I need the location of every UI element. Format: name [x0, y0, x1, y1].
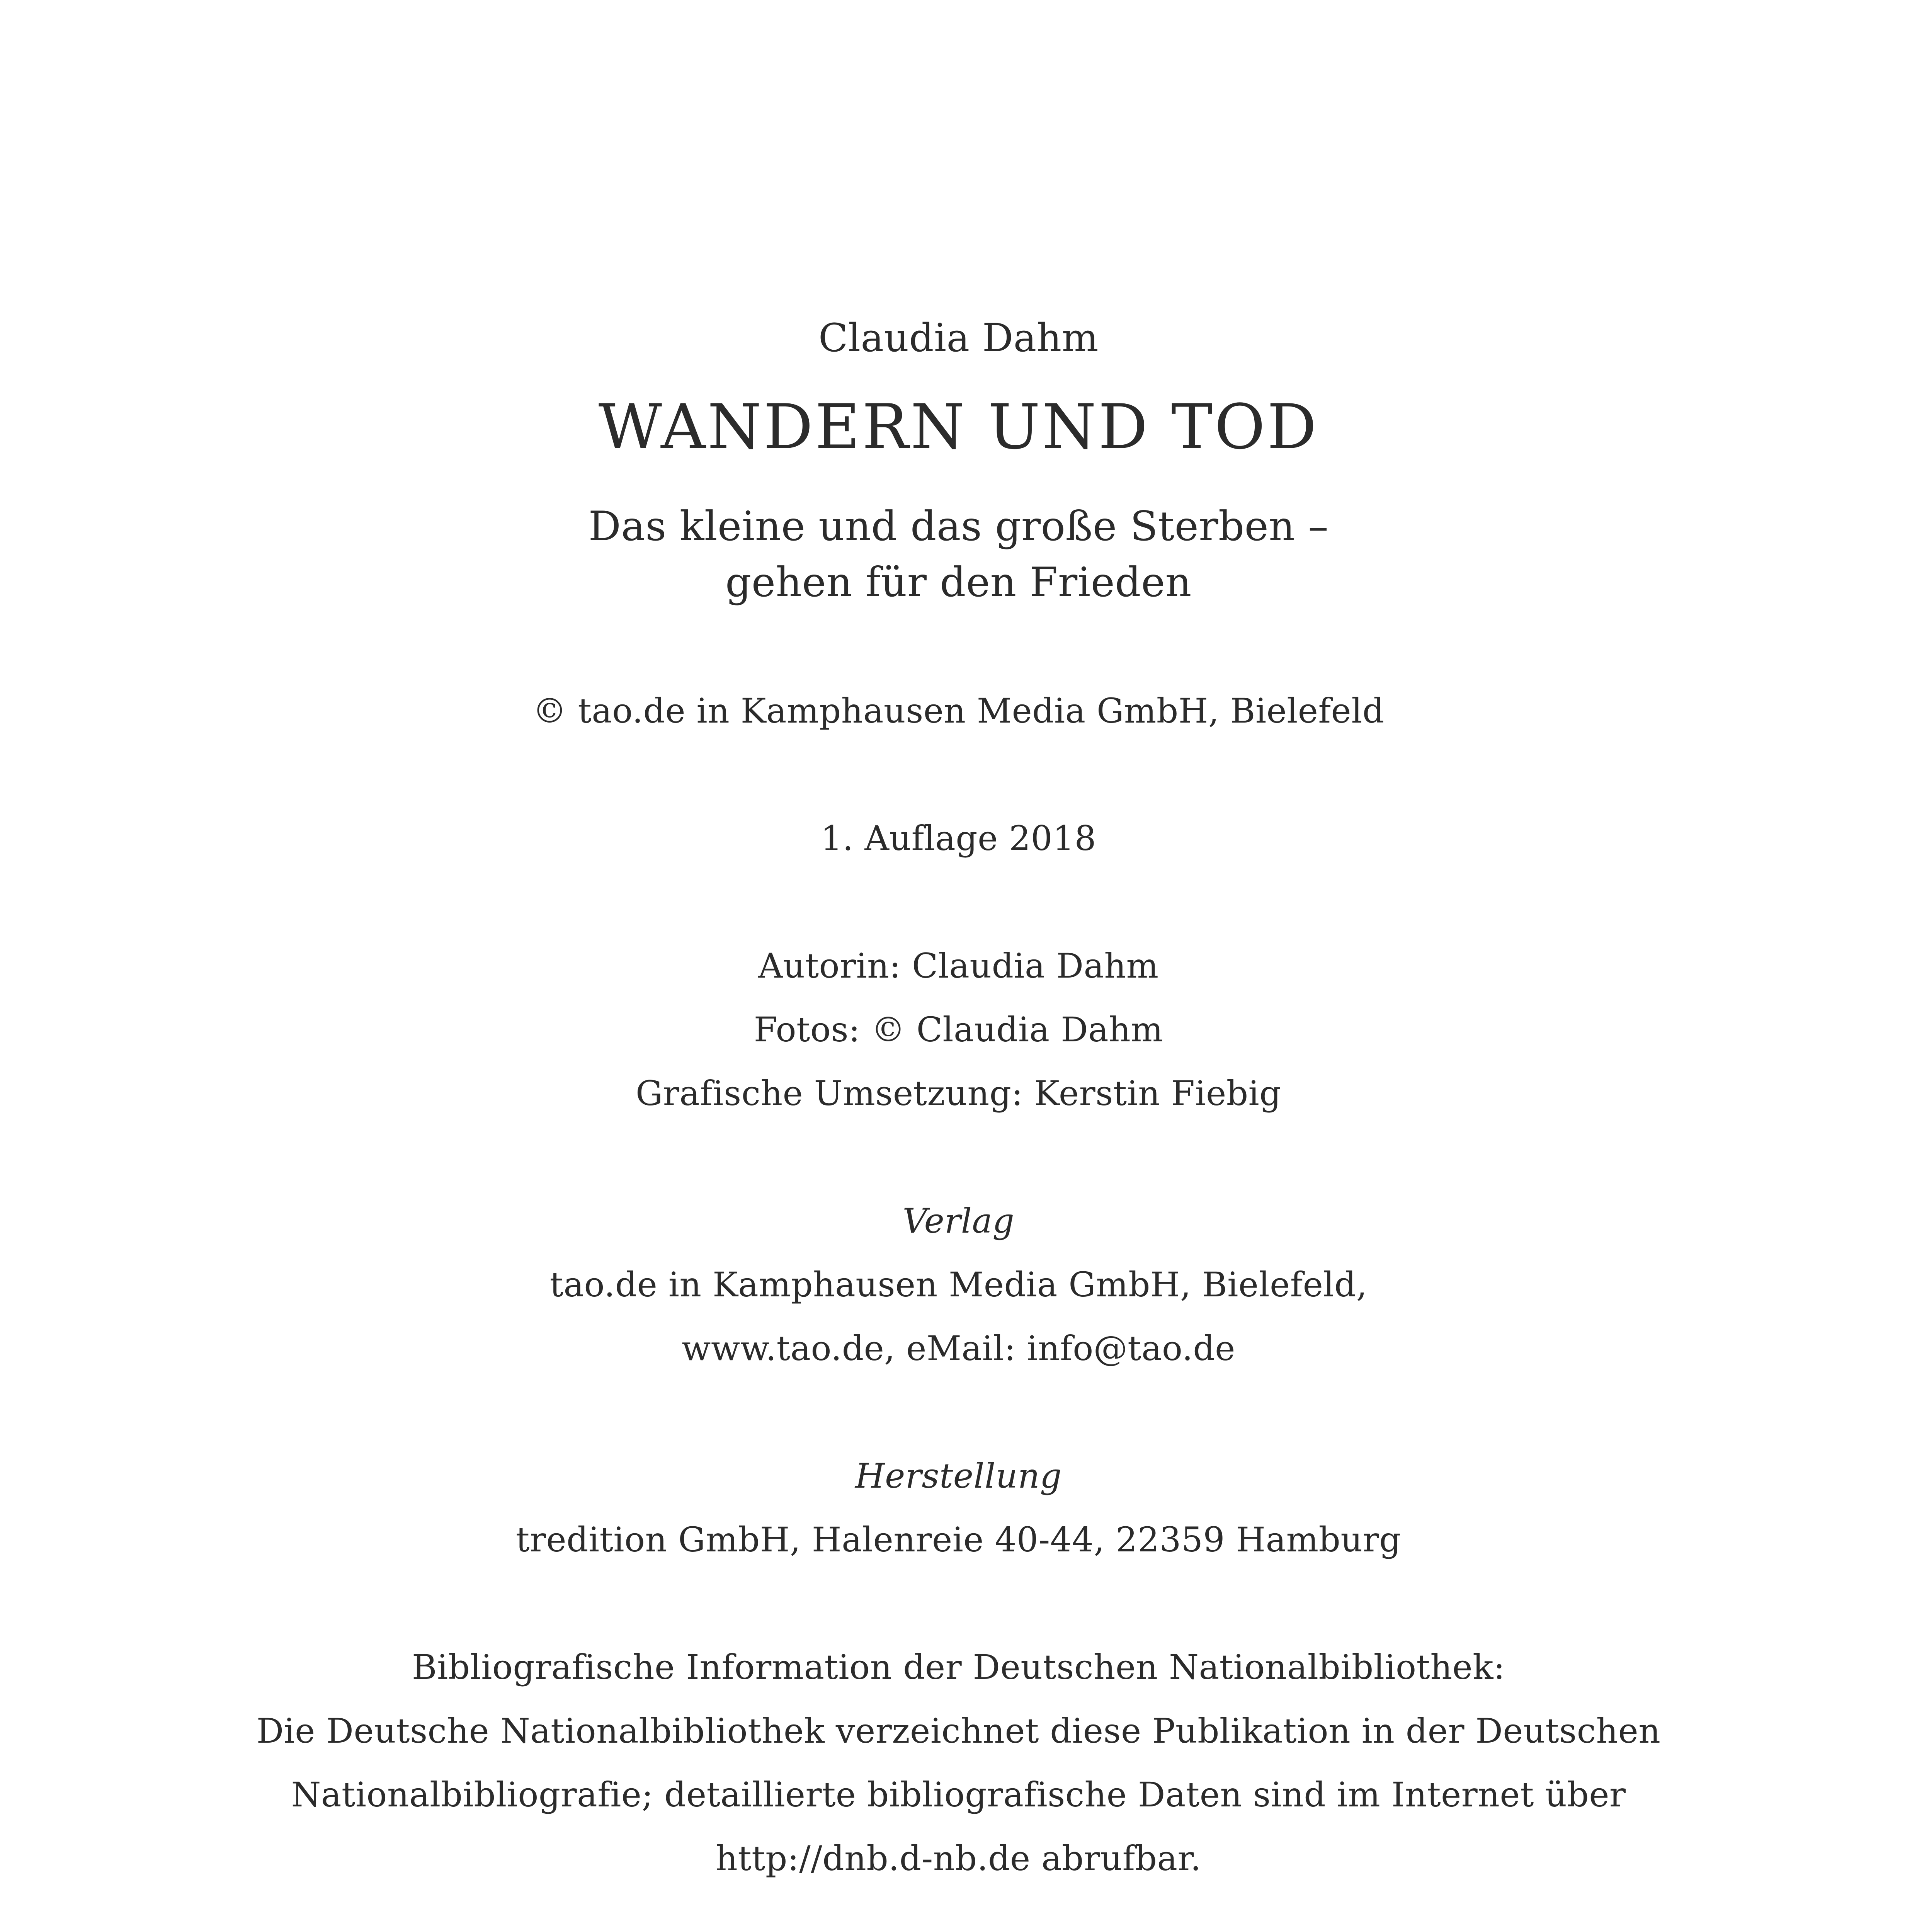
- book-title: WANDERN UND TOD: [598, 391, 1319, 463]
- publisher-line-2: www.tao.de, eMail: info@tao.de: [682, 1328, 1235, 1368]
- book-subtitle-line-1: Das kleine und das große Sterben –: [588, 503, 1329, 550]
- bibliographic-line-1: Bibliografische Information der Deutschen Nationalbibliothek:: [412, 1647, 1505, 1687]
- production-line-1: tredition GmbH, Halenreie 40-44, 22359 Hamburg: [516, 1520, 1401, 1560]
- credit-design: Grafische Umsetzung: Kerstin Fiebig: [635, 1073, 1282, 1113]
- production-heading: Herstellung: [855, 1456, 1062, 1496]
- bibliographic-line-4: http://dnb.d-nb.de abrufbar.: [716, 1838, 1201, 1878]
- bibliographic-line-2: Die Deutsche Nationalbibliothek verzeichnet diese Publikation in der Deutschen: [256, 1711, 1661, 1751]
- credit-author: Autorin: Claudia Dahm: [758, 946, 1159, 986]
- publisher-heading: Verlag: [902, 1201, 1015, 1241]
- bibliographic-line-3: Nationalbibliografie; detaillierte bibliografische Daten sind im Internet über: [291, 1775, 1626, 1815]
- copyright-notice: © tao.de in Kamphausen Media GmbH, Bielefeld: [532, 691, 1385, 731]
- credit-photos: Fotos: © Claudia Dahm: [754, 1010, 1163, 1049]
- publisher-line-1: tao.de in Kamphausen Media GmbH, Bielefeld,: [549, 1265, 1368, 1304]
- edition-info: 1. Auflage 2018: [820, 818, 1097, 858]
- book-subtitle-line-2: gehen für den Frieden: [725, 559, 1192, 606]
- book-author: Claudia Dahm: [818, 315, 1099, 361]
